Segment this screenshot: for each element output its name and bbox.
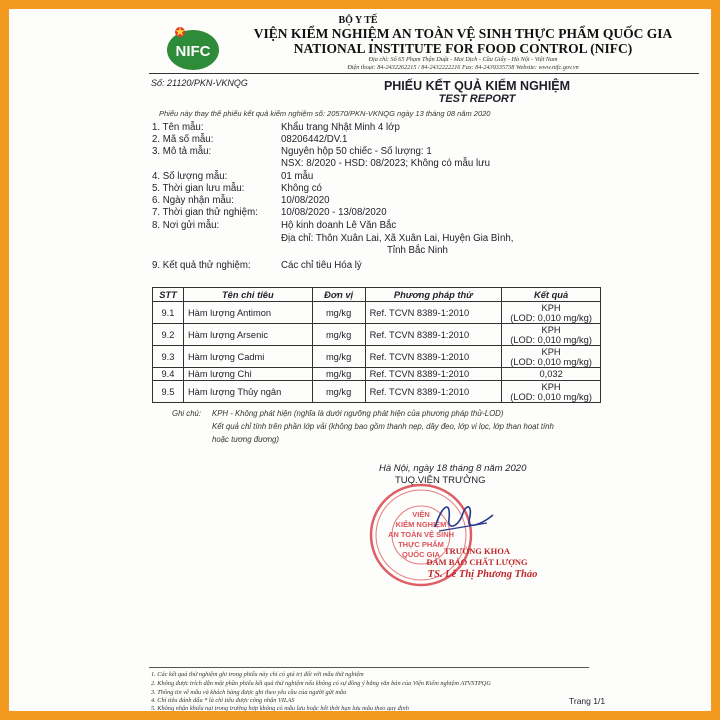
cell-result [502, 381, 601, 403]
field-label-sample-code: 2. Mã số mẫu: [152, 134, 214, 145]
ministry-name: BỘ Y TẾ [338, 15, 378, 26]
report-number: Số: 21120/PKN-VKNQG [151, 78, 248, 88]
header-divider [149, 73, 699, 74]
cell-method: Ref. TCVN 8389-1:2010 [365, 324, 502, 346]
signer-name: TS. Lê Thị Phương Thảo [427, 569, 538, 580]
field-label-sample-name: 1. Tên mẫu: [152, 122, 204, 133]
field-value-description-2: NSX: 8/2020 - HSD: 08/2023; Không có mẫu lưu [281, 158, 490, 169]
table-row [153, 346, 601, 368]
cell-result [502, 324, 601, 346]
footer-line-3: 3. Thông tin về mẫu và khách hàng được ghi theo yêu cầu của người gửi mẫu [151, 689, 347, 696]
field-label-test-result: 9. Kết quả thử nghiệm: [152, 260, 251, 271]
cell-result-value: KPH [541, 324, 561, 335]
stamp-line-1: VIỆN [412, 510, 430, 519]
cell-result [502, 302, 601, 324]
field-value-sender-address: Địa chỉ: Thôn Xuân Lai, Xã Xuân Lai, Huyện Gia Bình, [281, 233, 514, 244]
cell-unit: mg/kg [312, 346, 365, 368]
cell-method: Ref. TCVN 8389-1:2010 [365, 381, 502, 403]
cell-result-lod: (LOD: 0,010 mg/kg) [510, 334, 592, 345]
institute-contact: Điện thoại: 84-2432262215 / 84-2432222216 Fax: 84-2439335738 Website: www.nifc.gov.vn [347, 64, 579, 71]
table-row [153, 381, 601, 403]
field-label-test-period: 7. Thời gian thử nghiệm: [152, 207, 258, 218]
field-label-sender: 8. Nơi gửi mẫu: [152, 220, 220, 231]
notes-line-2: Kết quả chỉ tính trên phần lớp vải (không bao gồm thanh nẹp, dây đeo, lớp vi lọc, lớp than hoạt tính [212, 422, 554, 431]
department-title-1: TRƯỞNG KHOA [443, 546, 511, 556]
cell-name: Hàm lượng Cadmi [183, 346, 312, 368]
cell-name: Hàm lượng Thủy ngân [183, 381, 312, 403]
cell-method: Ref. TCVN 8389-1:2010 [365, 368, 502, 381]
cell-result-value: KPH [541, 381, 561, 392]
cell-stt: 9.2 [153, 324, 184, 346]
notes-line-1: KPH - Không phát hiện (nghĩa là dưới ngưỡng phát hiện của phương pháp thử-LOD) [212, 409, 504, 418]
handwritten-signature [429, 497, 499, 537]
notes-label: Ghi chú: [172, 409, 202, 418]
stamp-line-4: THỰC PHẨM [398, 540, 444, 549]
field-label-received-date: 6. Ngày nhận mẫu: [152, 195, 234, 206]
place-date: Hà Nội, ngày 18 tháng 8 năm 2020 [379, 463, 527, 474]
field-label-quantity: 4. Số lượng mẫu: [152, 171, 228, 182]
field-value-test-result: Các chỉ tiêu Hóa lý [281, 260, 362, 271]
cell-unit: mg/kg [312, 368, 365, 381]
cell-result-lod: (LOD: 0,010 mg/kg) [510, 356, 592, 367]
field-value-quantity: 01 mẫu [281, 171, 314, 182]
cell-unit: mg/kg [312, 302, 365, 324]
cell-method: Ref. TCVN 8389-1:2010 [365, 302, 502, 324]
cell-stt: 9.3 [153, 346, 184, 368]
report-title-vn: PHIẾU KẾT QUẢ KIỂM NGHIỆM [383, 79, 571, 93]
field-value-sender: Hộ kinh doanh Lê Văn Bắc [281, 220, 397, 231]
cell-stt: 9.4 [153, 368, 184, 381]
footer-divider [149, 667, 589, 668]
col-header-unit: Đơn vị [312, 288, 365, 302]
field-label-description: 3. Mô tả mẫu: [152, 146, 212, 157]
report-title-en: TEST REPORT [438, 93, 516, 105]
institute-name-vn: VIỆN KIỂM NGHIỆM AN TOÀN VỆ SINH THỰC PHẨM QUỐC GIA [253, 26, 673, 41]
department-title-2: ĐẢM BẢO CHẤT LƯỢNG [426, 557, 528, 567]
cell-unit: mg/kg [312, 324, 365, 346]
document-page [9, 9, 711, 711]
cell-name: Hàm lượng Antimon [183, 302, 312, 324]
table-row [153, 324, 601, 346]
table-row [153, 302, 601, 324]
nifc-logo [164, 23, 222, 73]
footer-line-2: 2. Không được trích dẫn một phần phiếu kết quả thử nghiệm nếu không có sự đồng ý bằng văn bản của Viện Kiểm nghiệm ATVSTPQG [151, 680, 491, 687]
col-header-method: Phương pháp thử [365, 288, 502, 302]
footer-line-5: 5. Không nhận khiếu nại trong trường hợp không có mẫu lưu hoặc hết thời hạn lưu mẫu theo quy định [151, 705, 409, 711]
footer-line-4: 4. Chỉ tiêu đánh dấu * là chỉ tiêu được công nhận VILAS [151, 697, 295, 704]
page-number: Trang 1/1 [569, 696, 606, 706]
signer-role: TUQ.VIỆN TRƯỞNG [395, 475, 486, 486]
cell-stt: 9.5 [153, 381, 184, 403]
notes-line-3: hoặc tương đương) [212, 435, 279, 444]
stamp-line-2: KIỂM NGHIỆM [395, 520, 447, 529]
field-value-sender-province: Tỉnh Bắc Ninh [387, 245, 448, 256]
cell-result-lod: (LOD: 0,010 mg/kg) [510, 312, 592, 323]
field-value-storage-time: Không có [281, 183, 322, 194]
table-header-row [153, 288, 601, 302]
field-value-sample-name: Khẩu trang Nhật Minh 4 lớp [281, 122, 400, 133]
cell-stt: 9.1 [153, 302, 184, 324]
cell-name: Hàm lượng Chì [183, 368, 312, 381]
field-value-received-date: 10/08/2020 [281, 195, 330, 206]
cell-result: 0,032 [502, 368, 601, 381]
replacement-note: Phiếu này thay thế phiếu kết quả kiểm nghiệm số: 20570/PKN-VKNQG ngày 13 tháng 08 năm 2020 [159, 109, 491, 118]
field-value-test-period: 10/08/2020 - 13/08/2020 [281, 207, 387, 218]
col-header-name: Tên chỉ tiêu [183, 288, 312, 302]
cell-unit: mg/kg [312, 381, 365, 403]
cell-result [502, 346, 601, 368]
field-value-sample-code: 08206442/DV.1 [281, 134, 348, 145]
cell-result-value: KPH [541, 302, 561, 313]
stamp-line-5: QUỐC GIA [402, 550, 440, 559]
col-header-result: Kết quả [502, 288, 601, 302]
cell-result-lod: (LOD: 0,010 mg/kg) [510, 391, 592, 402]
col-header-stt: STT [153, 288, 184, 302]
results-table [152, 287, 601, 403]
field-label-storage-time: 5. Thời gian lưu mẫu: [152, 183, 245, 194]
table-row [153, 368, 601, 381]
stamp-line-3: AN TOÀN VỆ SINH [387, 530, 455, 539]
cell-name: Hàm lượng Arsenic [183, 324, 312, 346]
institute-address: Địa chỉ: Số 65 Phạm Thận Duật - Mai Dịch - Cầu Giấy - Hà Nội - Việt Nam [368, 56, 558, 63]
field-value-description: Nguyên hộp 50 chiếc - Số lượng: 1 [281, 146, 432, 157]
cell-result-value: KPH [541, 346, 561, 357]
cell-method: Ref. TCVN 8389-1:2010 [365, 346, 502, 368]
institute-name-en: NATIONAL INSTITUTE FOR FOOD CONTROL (NIFC) [293, 41, 633, 56]
logo-text: NIFC [175, 43, 211, 60]
footer-line-1: 1. Các kết quả thử nghiệm ghi trong phiếu này chỉ có giá trị đối với mẫu thử nghiệm [151, 671, 364, 678]
